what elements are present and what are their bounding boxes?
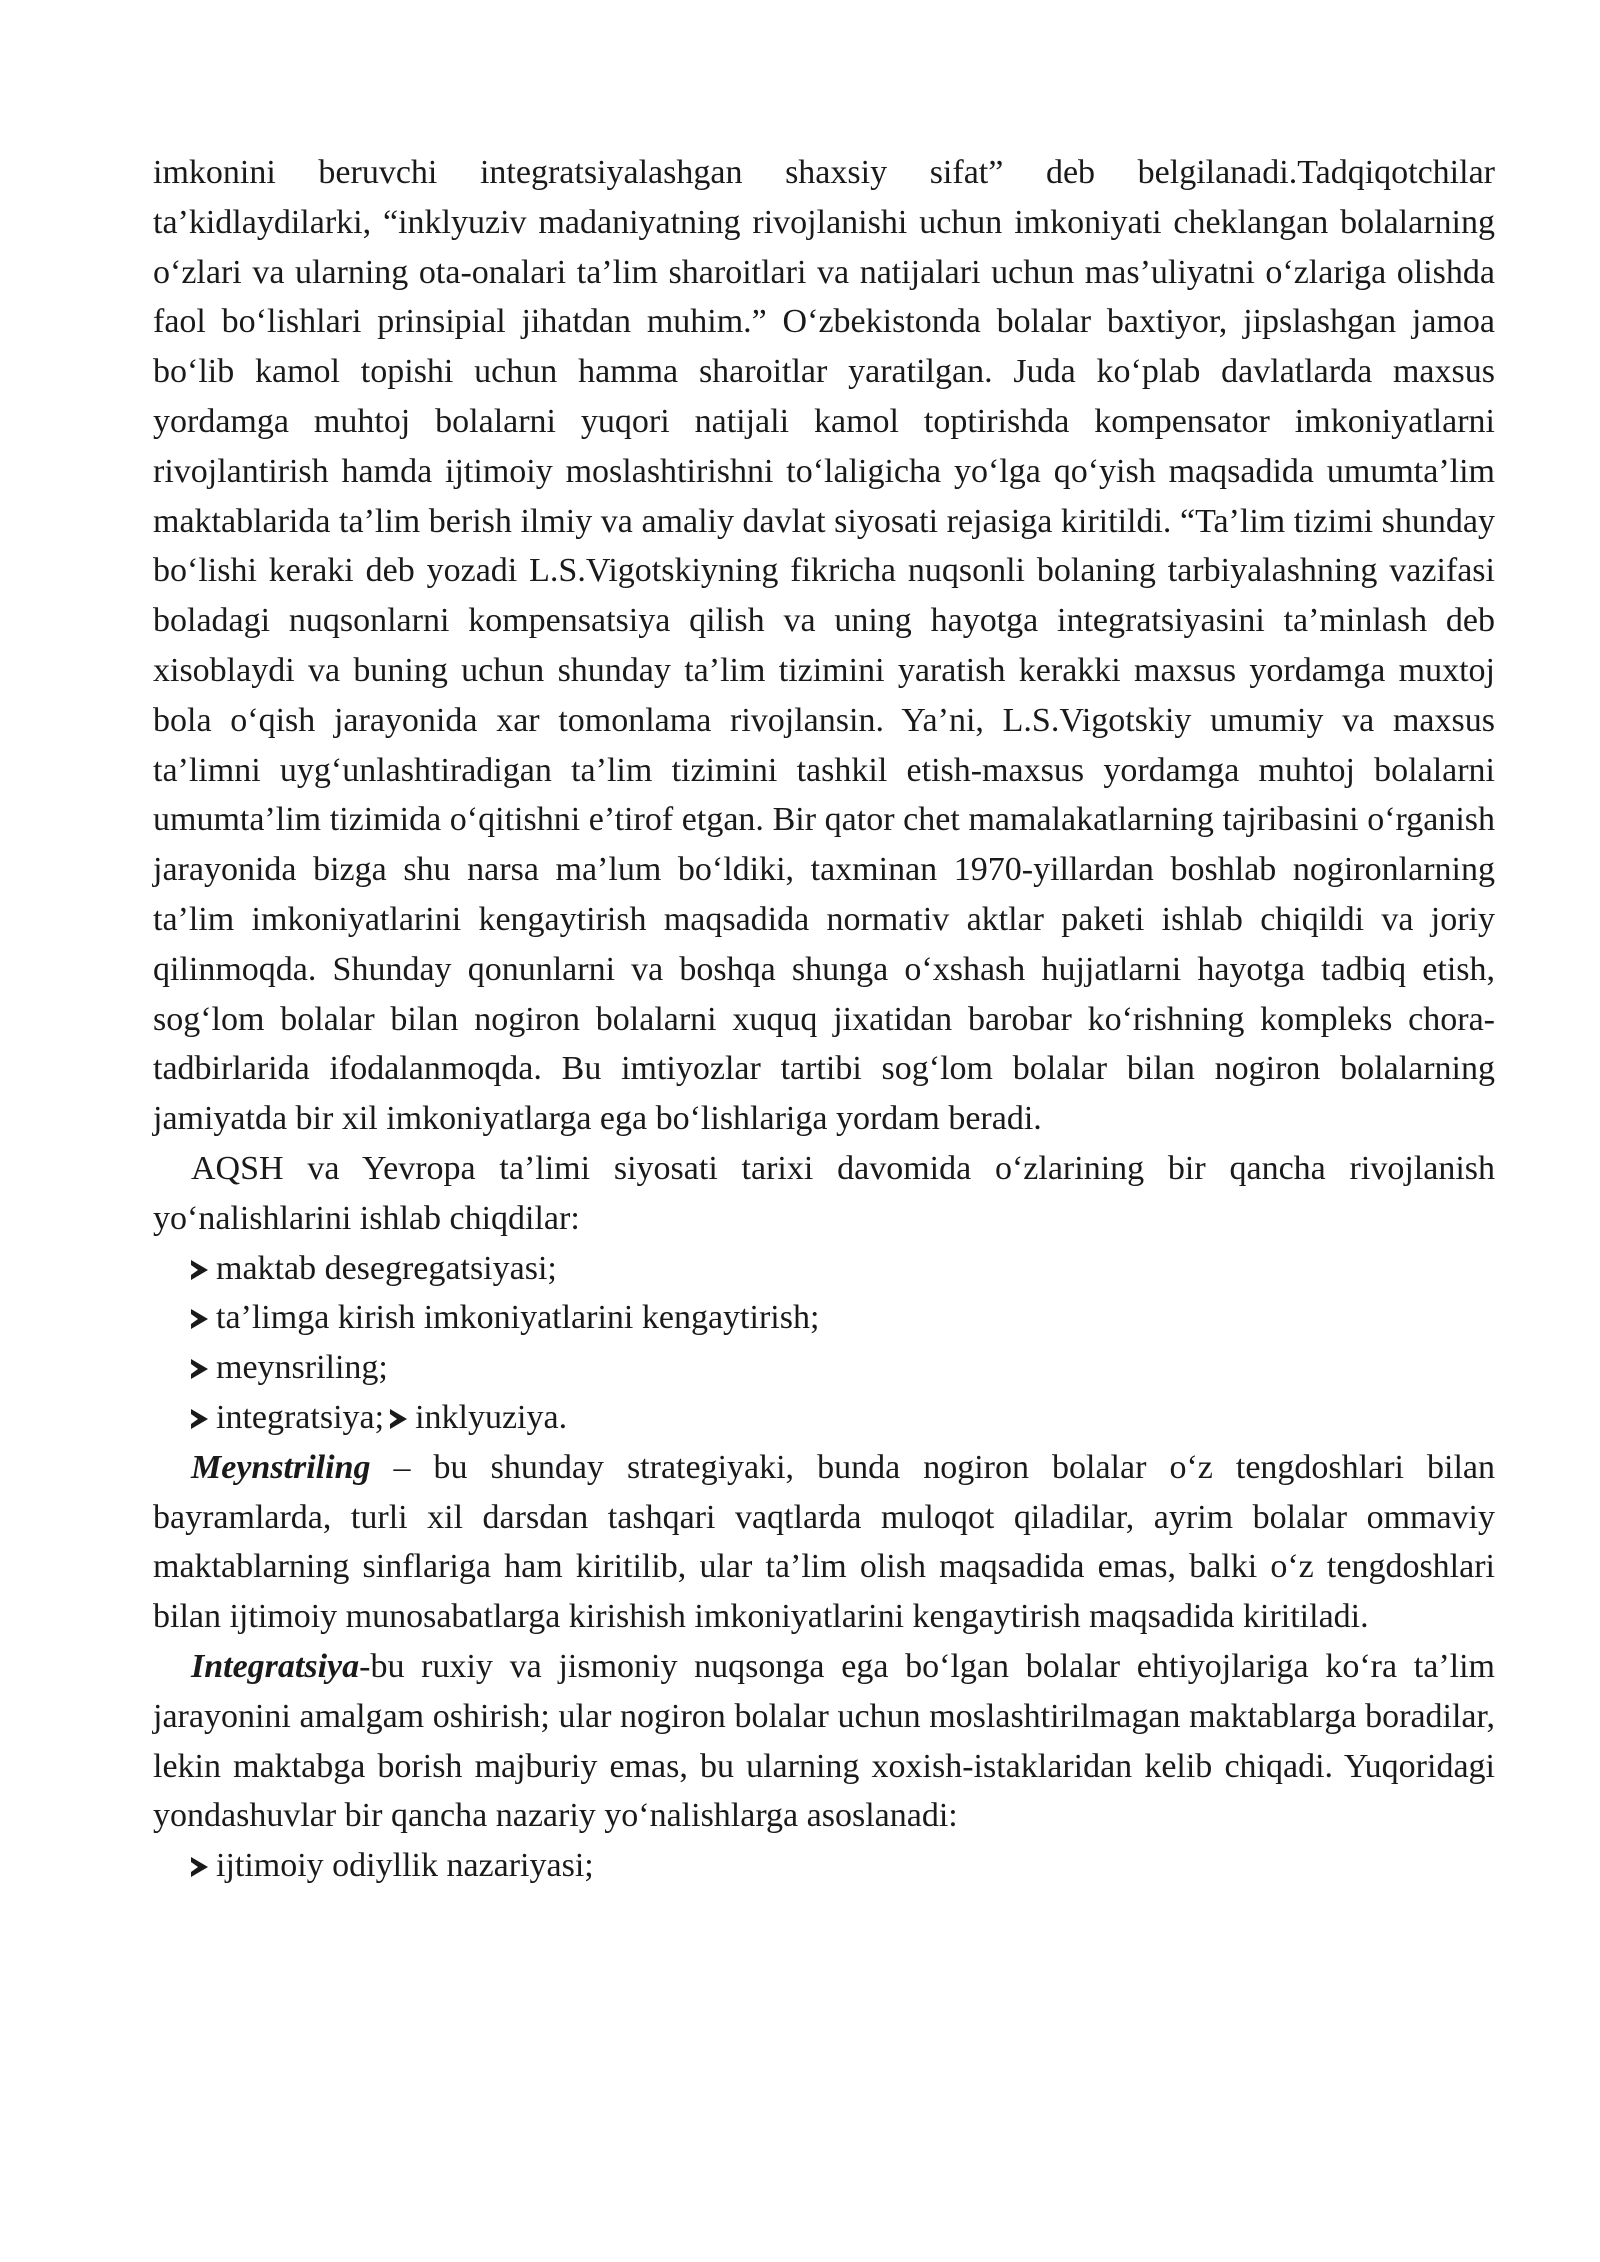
arrowhead-bullet-icon [191,1409,208,1429]
list-item [153,1244,1495,1294]
arrowhead-bullet-icon [191,1260,208,1280]
bullet-list-theories [153,1841,1495,1891]
list-item-text: integratsiya; [216,1398,385,1436]
list-item [153,1293,1495,1343]
arrowhead-bullet-icon [390,1409,407,1429]
list-item-text: ijtimoiy odiyllik nazariyasi; [216,1847,594,1885]
definition-integratsiya: -bu ruxiy va jismoniy nuqsonga ega bo‘lgan bolalar ehtiyojlariga ko‘ra ta’lim jarayonini amalgam oshirish; ular nogiron bolalar uchun moslashtirilmagan maktablarga boradilar, lekin maktabga borish majburiy emas, bu ularning xoxish-istaklaridan kelib chiqadi. Yuqoridagi yondashuvlar bir qancha nazariy yo‘nalishlarga asoslanadi: [153,1647,1495,1835]
definition-meynstriling: – bu shunday strategiyaki, bunda nogiron bolalar o‘z tengdoshlari bilan bayramlarda, turli xil darsdan tashqari vaqtlarda muloqot qiladilar, ayrim bolalar ommaviy maktablarning sinflariga ham kiritilib, ular ta’lim olish maqsadida emas, balki o‘z tengdoshlari bilan ijtimoiy munosabatlarga kirishish imkoniyatlarini kengaytirish maqsadida kiritiladi. [153,1448,1495,1636]
list-item [153,1841,1495,1891]
arrowhead-bullet-icon [191,1359,208,1379]
list-item-text: ta’limga kirish imkoniyatlarini kengaytirish; [216,1299,820,1337]
arrowhead-bullet-icon [191,1857,208,1877]
document-page [153,148,1495,1891]
list-item-text: meynsriling; [216,1349,388,1387]
paragraph-integratsiya [153,1642,1495,1841]
term-integratsiya: Integratsiya [191,1647,360,1685]
list-item [153,1393,1495,1443]
paragraph-aqsh: AQSH va Yevropa ta’limi siyosati tarixi davomida o‘zlarining bir qancha rivojlanish yo‘nalishlarini ishlab chiqdilar: [153,1149,1495,1237]
list-item-text: maktab desegregatsiyasi; [216,1249,557,1287]
paragraph-intro: imkonini beruvchi integratsiyalashgan shaxsiy sifat” deb belgilanadi.Tadqiqotchilar ta’kidlaydilarki, “inklyuziv madaniyatning rivojlanishi uchun imkoniyati cheklangan bolalarning o‘zlari va ularning ota-onalari ta’lim sharoitlari va natijalari uchun mas’uliyatni o‘zlariga olishda faol bo‘lishlari prinsipial jihatdan muhim.” O‘zbekistonda bolalar baxtiyor, jipslashgan jamoa bo‘lib kamol topishi uchun hamma sharoitlar yaratilgan. Juda ko‘plab davlatlarda maxsus yordamga muhtoj bolalarni yuqori natijali kamol toptirishda kompensator imkoniyatlarni rivojlantirish hamda ijtimoiy moslashtirishni to‘laligicha yo‘lga qo‘yish maqsadida umumta’lim maktablarida ta’lim berish ilmiy va amaliy davlat siyosati rejasiga kiritildi. “Ta’lim tizimi shunday bo‘lishi keraki deb yozadi L.S.Vigotskiyning fikricha nuqsonli bolaning tarbiyalashning vazifasi boladagi nuqsonlarni kompensatsiya qilish va uning hayotga integratsiyasini ta’minlash deb xisoblaydi va buning uchun shunday ta’lim tizimini yaratish kerakki maxsus yordamga muxtoj bola o‘qish jarayonida xar tomonlama rivojlansin. Ya’ni, L.S.Vigotskiy umumiy va maxsus ta’limni uyg‘unlashtiradigan ta’lim tizimini tashkil etish-maxsus yordamga muhtoj bolalarni umumta’lim tizimida o‘qitishni e’tirof etgan. Bir qator chet mamalakatlarning tajribasini o‘rganish jarayonida bizga shu narsa ma’lum bo‘ldiki, taxminan 1970-yillardan boshlab nogironlarning ta’lim imkoniyatlarini kengaytirish maqsadida normativ aktlar paketi ishlab chiqildi va joriy qilinmoqda. Shunday qonunlarni va boshqa shunga o‘xshash hujjatlarni hayotga tadbiq etish, sog‘lom bolalar bilan nogiron bolalarni xuquq jixatidan barobar ko‘rishning kompleks chora-tadbirlarida ifodalanmoqda. Bu imtiyozlar tartibi sog‘lom bolalar bilan nogiron bolalarning jamiyatda bir xil imkoniyatlarga ega bo‘lishlariga yordam beradi. [153,154,1495,1138]
term-meynstriling: Meynstriling [191,1448,371,1486]
list-item [153,1343,1495,1393]
list-item-text: inklyuziya. [415,1398,568,1436]
arrowhead-bullet-icon [191,1309,208,1329]
bullet-list-directions [153,1244,1495,1443]
paragraph-meynstriling [153,1443,1495,1642]
